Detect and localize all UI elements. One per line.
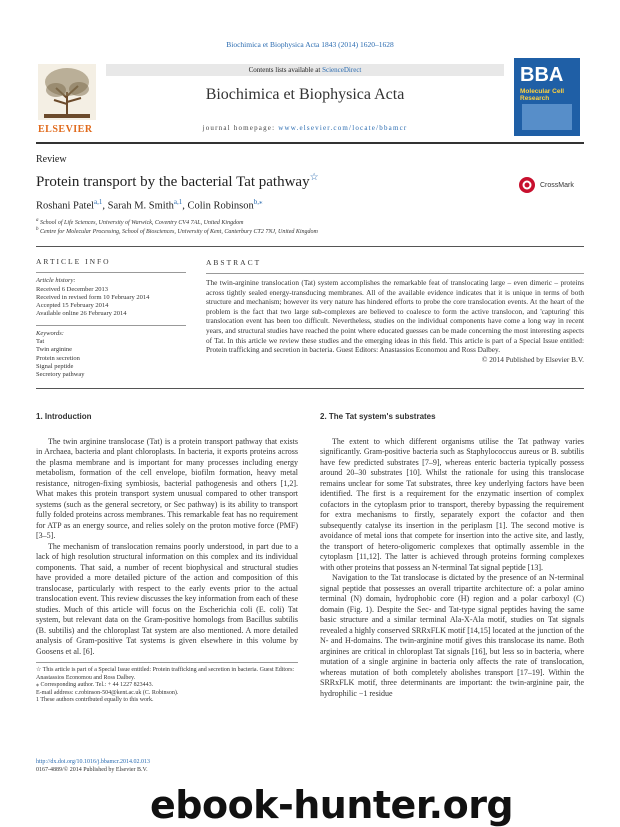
cover-title: BBA — [520, 64, 564, 86]
article-type: Review — [36, 154, 67, 165]
affiliation-mark: a — [36, 218, 39, 223]
crossmark-label: CrossMark — [540, 181, 574, 189]
article-info — [36, 258, 186, 380]
author-affil-mark[interactable]: a,1 — [173, 198, 183, 206]
author-name: Colin Robinson — [187, 200, 254, 212]
contents-band — [106, 64, 504, 76]
contents-prefix: Contents lists available at — [248, 66, 323, 74]
keyword: Secretory pathway — [36, 371, 85, 379]
abstract-heading: ABSTRACT — [206, 258, 262, 267]
issn: 0167-4889/© 2014 Published by Elsevier B.V. — [36, 767, 148, 773]
history-item: Received in revised form 10 February 2014 — [36, 293, 150, 301]
sciencedirect-link[interactable]: ScienceDirect — [322, 66, 362, 74]
title-text: Protein transport by the bacterial Tat pathway — [36, 174, 310, 190]
keyword: Tat — [36, 338, 45, 346]
keyword: Twin arginine — [36, 346, 73, 354]
affiliation-text: Centre for Molecular Processing, School of Biosciences, University of Kent, Canterbury CT2 7NJ, United Kingdom — [40, 229, 318, 235]
elsevier-wordmark: ELSEVIER — [38, 124, 93, 135]
keywords-block — [36, 325, 186, 380]
author-affil-mark[interactable]: a,1 — [94, 198, 103, 206]
abstract — [206, 258, 584, 364]
section-rule — [36, 246, 584, 247]
history-item: Received 6 December 2013 — [36, 285, 109, 293]
keyword: Protein secretion — [36, 354, 80, 362]
left-column — [36, 412, 298, 657]
doi-block — [36, 758, 150, 774]
keywords-label: Keywords: — [36, 329, 64, 337]
section-rule — [36, 388, 584, 389]
author-list: Roshani Patel$^{a,1}$, Sarah M. Smith$^{a,1}$, Colin Robinson$^{b,⁎}$ — [36, 198, 263, 212]
right-column — [320, 412, 584, 699]
article-info-heading: ARTICLE INFO — [36, 257, 111, 266]
paragraph: Navigation to the Tat translocase is dictated by the presence of an N-terminal signal peptide that possesses an overall tripartite architecture of: a polar amino terminal (N) domain, hydrophobic core (H) region and a polar carboxyl (C) domain (Fig. 1). Despite the Sec- and Tat-type signal peptides having the same basic structure and a similar terminal Ala-X-Ala motif, studies on Tat signals revealed a highly conserved SRRxFLK motif [14,15] located at the junction of the N- and H-domains. The twin-arginine motif gives this translocase its name. Both arginines are critical in chloroplast Tat signals [16], but less so in bacteria, where mutation of a single arginine in bacteria only affects the rate of translocation, whereas mutation of both completely abolishes transport [17–19]. Within the SRRxFLK motif, three determinants are important: the twin-arginine pair, the hydrophilic −1 residue — [320, 573, 584, 698]
footnote: 1 These authors contributed equally to this work. — [36, 697, 154, 704]
history-item: Accepted 15 February 2014 — [36, 302, 109, 310]
watermark-text: ebook-hunter.org — [150, 783, 514, 827]
abstract-copyright: © 2014 Published by Elsevier B.V. — [481, 354, 584, 364]
section-heading: 1. Introduction — [36, 412, 92, 421]
author-affil-mark[interactable]: b,⁎ — [253, 198, 263, 206]
author-name: Roshani Patel — [36, 200, 95, 212]
affiliation — [36, 218, 243, 226]
cover-subtitle: Molecular Cell Research — [520, 88, 565, 102]
footnote: ⁎ Corresponding author. Tel.: + 44 1227 823443. — [36, 682, 154, 689]
history-block — [36, 272, 186, 318]
affiliation-mark: b — [36, 227, 39, 232]
footnote: E-mail address: c.robinson-504@kent.ac.uk (C. Robinson). — [36, 689, 179, 696]
journal-homepage — [106, 124, 504, 132]
journal-name: Biochimica et Biophysica Acta — [205, 86, 405, 103]
title-footnote-mark[interactable]: ☆ — [309, 172, 319, 183]
homepage-prefix: journal homepage: — [202, 124, 279, 132]
history-label: Article history: — [36, 277, 76, 285]
author-name: Sarah M. Smith — [107, 200, 174, 212]
affiliation-text: School of Life Sciences, University of Warwick, Coventry CV4 7AL, United Kingdom — [40, 220, 244, 226]
affiliation — [36, 227, 318, 235]
journal-reference[interactable]: Biochimica et Biophysica Acta 1843 (2014) 1620–1628 — [226, 40, 394, 49]
cover-image — [522, 104, 572, 130]
header-rule — [36, 142, 584, 144]
crossmark-badge[interactable] — [518, 176, 580, 194]
keyword: Signal peptide — [36, 362, 74, 370]
homepage-link[interactable]: www.elsevier.com/locate/bbamcr — [278, 124, 408, 132]
article-title — [36, 172, 319, 191]
doi-link[interactable]: http://dx.doi.org/10.1016/j.bbamcr.2014.02.013 — [36, 759, 151, 765]
paragraph: The mechanism of translocation remains poorly understood, in part due to a lack of high resolution structural information on this complex and its individual components. That said, a number of recent biophysical and structural studies have provided a more detailed picture of the action and composition of this translocase, particularly with respect to the early events prior to the actual translocation event. This review discusses the key information from each of these studies. Much of this article will focus on the Escherichia coli (E. coli) Tat system, but relevant data on the Gram-positive homologs from Bacillus subtilis (B. subtilis) and the chloroplast Tat system are also mentioned. A more detailed analysis of Gram-positive Tat systems is given elsewhere in this volume by Goosens et al. [6]. — [36, 541, 298, 656]
abstract-text: The twin-arginine translocation (Tat) system accomplishes the remarkable feat of translocating large – even dimeric – proteins across tightly sealed energy-transducing membranes. All of the available evidence indicates that it is unique in terms of both structure and mechanism; however its very nature has hindered efforts to probe the core translocation events. At the heart of the problem is the fact that two large sub-complexes are believed to coalesce to form the active translocon, and 'capturing' this translocation event has been too difficult. Nevertheless, studies on the individual components have come a long way in recent years, and structural studies have reached the point where educated guesses can be made concerning the most interesting aspects of Tat. In this article we review these studies and the emerging ideas in this field. This article is part of a Special Issue entitled: Protein trafficking and secretion in bacteria. Guest Editors: Anastassios Economou and Ross Dalbey. — [206, 278, 584, 355]
footnote: ☆ This article is part of a Special Issue entitled: Protein trafficking and secretion in bacteria. Guest Editors: Anastassios Economou and Ross Dalbey. — [36, 667, 295, 681]
footnotes — [36, 662, 298, 705]
section-heading: 2. The Tat system's substrates — [320, 412, 436, 421]
history-item: Available online 26 February 2014 — [36, 310, 127, 318]
journal-cover — [514, 58, 580, 136]
paragraph: The extent to which different organisms utilise the Tat pathway varies significantly. Gram-positive bacteria such as Staphylococcus aureus or B. subtilis have few predicted substrates [7–9], whereas enteric bacteria typically possess around 20–30 substrates [10]. Whilst the rationale for using this translocase remains unclear for some Tat substrates, three key underlying factors have been identified. The first is a requirement for the enzymatic insertion of complex cofactors in the cytoplasm prior to transport, thereby bypassing the requirement for extra mechanisms to firstly, separately export the cofactor and then subsequently catalyse its insertion in the periplasm [1]. The second motive is avoidance of metal ions that compete for insertion into the active site, and lastly, the transport of hetero-oligomeric complexes that optimally assemble in the cytoplasm [11,12]. The latter is achieved through proteins forming complexes with other proteins that possess an N-terminal Tat signal peptide [13]. — [320, 436, 584, 572]
crossmark-icon — [518, 176, 536, 194]
paragraph: The twin arginine translocase (Tat) is a protein transport pathway that exists in Archaea, bacteria and plant chloroplasts. In bacteria, it exports proteins across the plasma membrane and is important for many processes including energy metabolism, formation of the cell envelope, biofilm formation, heavy metal resistance, nitrogen-fixing symbiosis, bacterial pathogenesis and others [1,2]. What makes this protein transport system unusual compared to other transport systems (such as the general secretory, or Sec pathway) is its ability to transport fully folded proteins across membranes. This remarkable feat has no requirement for ATP as an energy source, and relies solely on the proton motive force (PMF) [3–5]. — [36, 436, 298, 540]
